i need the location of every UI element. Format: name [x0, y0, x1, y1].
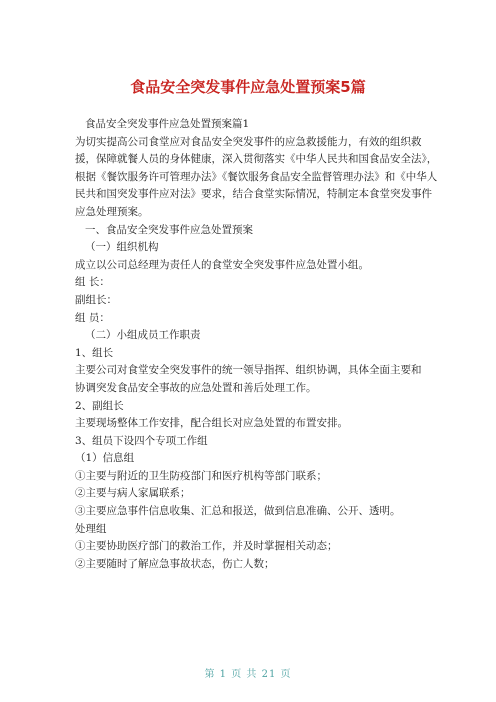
subsection-heading: （二）小组成员工作职责 [85, 329, 201, 342]
subsection-heading: （一）组织机构 [85, 241, 159, 254]
paragraph: 协调突发食品安全事故的应急处置和善后处理工作。 [75, 381, 317, 394]
document-body [75, 116, 438, 573]
paragraph: 成立以公司总经理为责任人的食堂安全突发事件应急处置小组。 [75, 258, 369, 271]
list-heading: 2、副组长 [75, 399, 124, 412]
paragraph: 为切实提高公司食堂应对食品安全突发事件的应急救援能力，有效的组织救 [75, 135, 422, 148]
list-item: ①主要与附近的卫生防疫部门和医疗机构等部门联系； [75, 469, 327, 482]
paragraph: 民共和国突发事件应对法》要求，结合食堂实际情况，特制定本食堂突发事件 [75, 188, 432, 201]
paragraph: 应急处理预案。 [75, 205, 149, 218]
list-item: ②主要与病人家属联系； [75, 487, 191, 500]
document-title: 食品安全突发事件应急处置预案5篇 [130, 78, 366, 96]
paragraph: 主要公司对食堂安全突发事件的统一领导指挥、组织协调，具体全面主要和 [75, 364, 422, 377]
list-item: ②主要随时了解应急事故状态，伤亡人数； [75, 557, 275, 570]
paragraph: 援，保障就餐人员的身体健康，深入贯彻落实《中华人民共和国食品安全法》， [75, 153, 438, 166]
list-item: ③主要应急事件信息收集、汇总和报送，做到信息准确、公开、透明。 [75, 505, 401, 518]
paragraph: 食品安全突发事件应急处置预案篇1 [85, 118, 250, 130]
list-item: ①主要协助医疗部门的救治工作，并及时掌握相关动态； [75, 540, 338, 553]
list-heading: 1、组长 [75, 346, 114, 359]
role-line: 副组长： [75, 293, 117, 306]
list-subheading: （1）信息组 [75, 452, 135, 465]
section-heading: 一、食品安全突发事件应急处置预案 [85, 223, 253, 236]
paragraph: 根据《餐饮服务许可管理办法》《餐饮服务食品安全监督管理办法》和《中华人 [75, 170, 438, 183]
list-subheading: 处理组 [75, 522, 107, 535]
paragraph: 主要现场整体工作安排，配合组长对应急处置的布置安排。 [75, 417, 348, 430]
page-footer: 第 1 页 共 21 页 [204, 669, 292, 680]
role-line: 组 员： [75, 311, 110, 324]
list-heading: 3、组员下设四个专项工作组 [75, 434, 208, 447]
role-line: 组 长： [75, 276, 110, 289]
